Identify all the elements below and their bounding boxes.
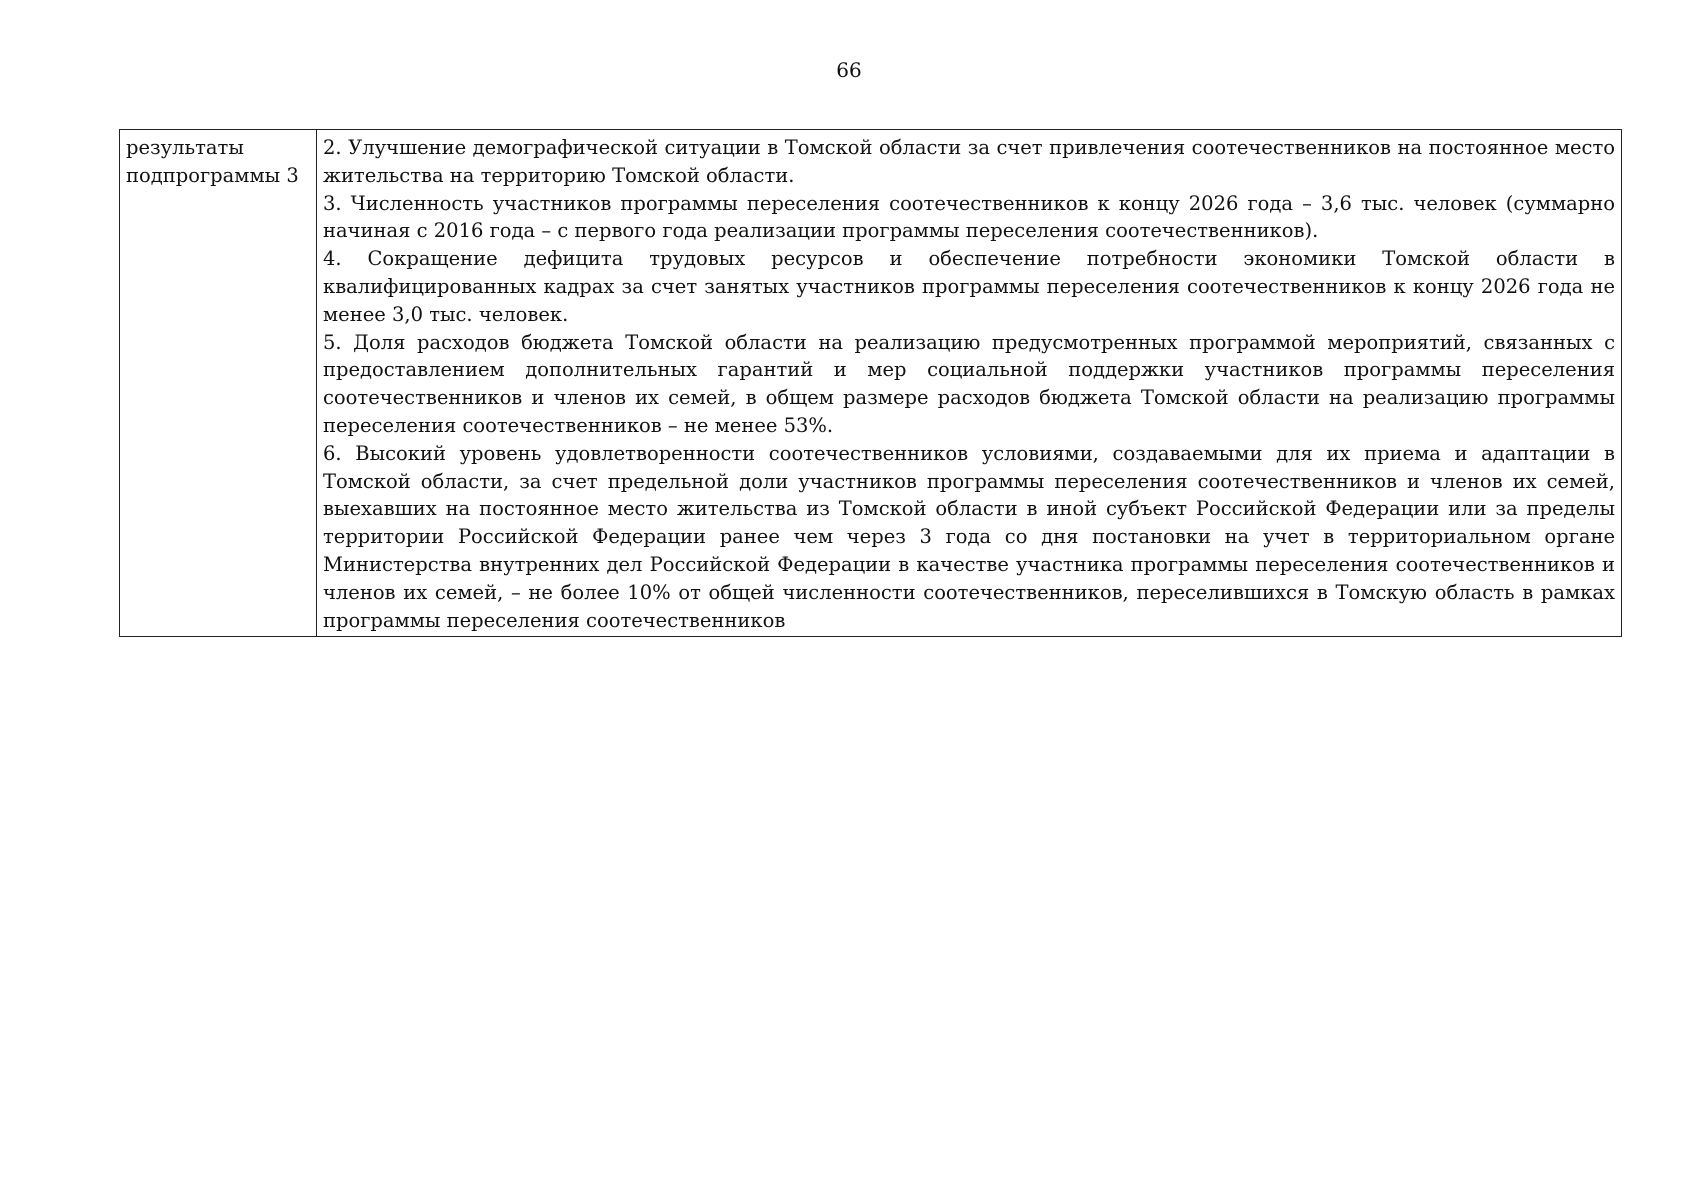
result-item-6: 6. Высокий уровень удовлетворенности соотечественников условиями, создаваемыми для их приема и адаптации в Томской области, за счет предельной доли участников программы переселения соотечественников и членов их семей, выехавших на постоянное место жительства из Томской области в иной субъект Российской Федерации или за пределы территории Российской Федерации ранее чем через 3 года со дня постановки на учет в территориальном органе Министерства внутренних дел Российской Федерации в качестве участника программы переселения соотечественников и членов их семей, – не более 10% от общей численности соотечественников, переселившихся в Томскую область в рамках программы переселения соотечественников (323, 441, 1615, 632)
row-label: результаты подпрограммы 3 (126, 136, 299, 187)
result-item-2: 2. Улучшение демографической ситуации в Томской области за счет привлечения соотечественников на постоянное место жительства на территорию Томской области. (323, 136, 1615, 187)
result-item-5: 5. Доля расходов бюджета Томской области на реализацию предусмотренных программой мероприятий, связанных с предоставлением дополнительных гарантий и мер социальной поддержки участников программы переселения соотечественников и членов их семей, в общем размере расходов бюджета Томской области на реализацию программы переселения соотечественников – не менее 53%. (323, 330, 1615, 437)
row-label-cell (120, 130, 317, 637)
result-item-4: 4. Сокращение дефицита трудовых ресурсов и обеспечение потребности экономики Томской области в квалифицированных кадрах за счет занятых участников программы переселения соотечественников к концу 2026 года не менее 3,0 тыс. человек. (323, 247, 1615, 326)
result-item-3: 3. Численность участников программы переселения соотечественников к концу 2026 года – 3,6 тыс. человек (суммарно начиная с 2016 года – с первого года реализации программы переселения соотечественников). (323, 191, 1615, 243)
row-content-cell (317, 130, 1622, 637)
page-number: 66 (836, 58, 862, 82)
results-table (119, 129, 1622, 637)
table-row (120, 130, 1622, 637)
